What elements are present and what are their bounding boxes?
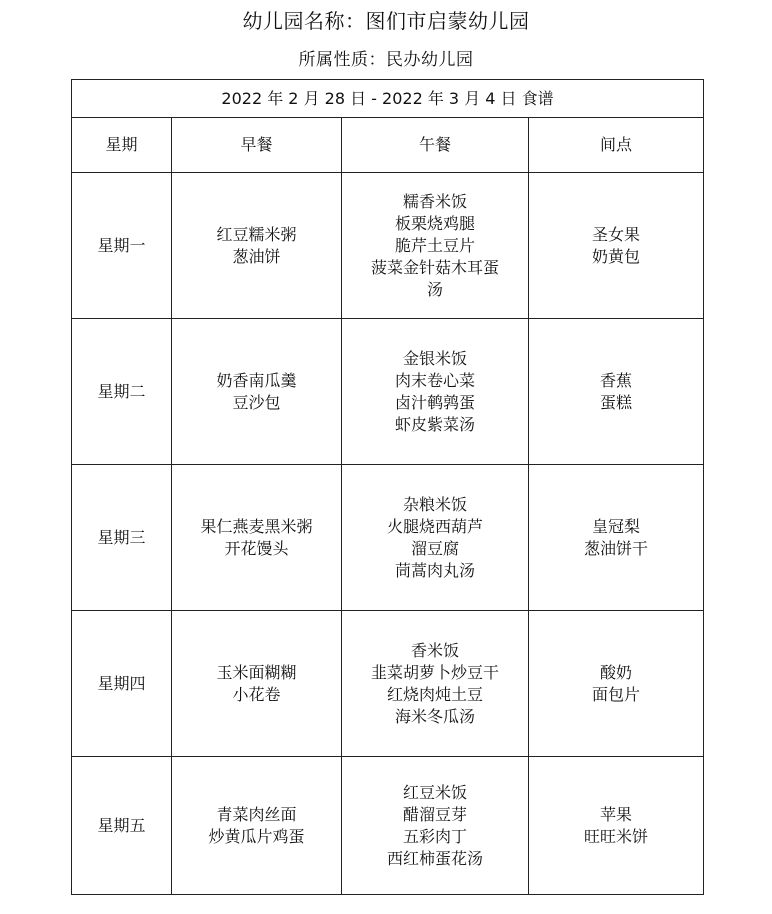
menu-row — [72, 173, 704, 319]
menu-item: 旺旺米饼 — [584, 826, 649, 846]
menu-item-list — [346, 640, 524, 728]
menu-item: 海米冬瓜汤 — [394, 706, 475, 726]
menu-item: 红豆糯米粥 — [216, 224, 297, 244]
menu-item: 奶香南瓜羹 — [216, 370, 297, 390]
date-range: 2022 年 2 月 28 日 - 2022 年 3 月 4 日 食谱 — [72, 80, 704, 118]
menu-item: 脆芹土豆片 — [394, 235, 475, 255]
menu-item: 青菜肉丝面 — [216, 804, 297, 824]
menu-item-list — [533, 224, 699, 268]
menu-item: 糯香米饭 — [402, 191, 467, 211]
lunch-cell — [342, 757, 529, 895]
lunch-cell — [342, 465, 529, 611]
menu-item: 金银米饭 — [402, 348, 467, 368]
menu-item-list — [176, 224, 337, 268]
menu-item: 蛋糕 — [600, 392, 633, 412]
page-subtitle: 所属性质：民办幼儿园 — [298, 50, 474, 70]
snack-cell — [529, 465, 704, 611]
menu-item: 五彩肉丁 — [402, 826, 467, 846]
day-cell: 星期五 — [72, 757, 172, 895]
header-row — [72, 118, 704, 173]
menu-item-list — [533, 370, 699, 414]
breakfast-cell — [172, 757, 342, 895]
menu-item: 香蕉 — [600, 370, 633, 390]
menu-item-list — [346, 191, 524, 301]
menu-item-list — [533, 516, 699, 560]
lunch-cell — [342, 173, 529, 319]
menu-item: 韭菜胡萝卜炒豆干 — [370, 662, 499, 682]
menu-item-list — [176, 370, 337, 414]
menu-item-list — [346, 494, 524, 582]
menu-item: 小花卷 — [232, 684, 281, 704]
menu-item-list — [346, 782, 524, 870]
day-cell: 星期一 — [72, 173, 172, 319]
menu-item-list — [176, 516, 337, 560]
menu-item: 茼蒿肉丸汤 — [394, 560, 475, 580]
menu-item-list — [176, 804, 337, 848]
menu-item: 苹果 — [600, 804, 633, 824]
day-cell: 星期二 — [72, 319, 172, 465]
menu-item: 溜豆腐 — [410, 538, 459, 558]
menu-item: 醋溜豆芽 — [402, 804, 467, 824]
menu-item: 肉末卷心菜 — [394, 370, 475, 390]
page-title: 幼儿园名称：图们市启蒙幼儿园 — [242, 9, 530, 33]
menu-item: 西红柿蛋花汤 — [386, 848, 483, 868]
menu-item-list — [346, 348, 524, 436]
menu-item-list — [533, 662, 699, 706]
menu-item: 炒黄瓜片鸡蛋 — [208, 826, 305, 846]
day-cell: 星期三 — [72, 465, 172, 611]
column-header-day: 星期 — [72, 118, 172, 173]
menu-item: 虾皮紫菜汤 — [394, 414, 475, 434]
menu-item: 汤 — [426, 279, 443, 299]
menu-item: 香米饭 — [410, 640, 459, 660]
menu-item: 葱油饼 — [232, 246, 281, 266]
menu-table — [71, 79, 704, 895]
menu-row — [72, 611, 704, 757]
menu-item: 圣女果 — [592, 224, 641, 244]
menu-row — [72, 465, 704, 611]
day-cell: 星期四 — [72, 611, 172, 757]
menu-item: 杂粮米饭 — [402, 494, 467, 514]
breakfast-cell — [172, 319, 342, 465]
menu-item: 菠菜金针菇木耳蛋 — [370, 257, 499, 277]
menu-item: 奶黄包 — [592, 246, 641, 266]
menu-item: 豆沙包 — [232, 392, 281, 412]
menu-item: 玉米面糊糊 — [216, 662, 297, 682]
column-header-lunch: 午餐 — [342, 118, 529, 173]
menu-item: 开花馒头 — [224, 538, 289, 558]
menu-item-list — [176, 662, 337, 706]
date-range-row — [72, 80, 704, 118]
breakfast-cell — [172, 465, 342, 611]
lunch-cell — [342, 319, 529, 465]
column-header-breakfast: 早餐 — [172, 118, 342, 173]
snack-cell — [529, 319, 704, 465]
menu-item: 酸奶 — [600, 662, 633, 682]
menu-item: 葱油饼干 — [584, 538, 649, 558]
column-header-snack: 间点 — [529, 118, 704, 173]
menu-row — [72, 319, 704, 465]
snack-cell — [529, 757, 704, 895]
menu-item: 卤汁鹌鹑蛋 — [394, 392, 475, 412]
lunch-cell — [342, 611, 529, 757]
menu-item: 板栗烧鸡腿 — [394, 213, 475, 233]
snack-cell — [529, 173, 704, 319]
menu-item: 红豆米饭 — [402, 782, 467, 802]
menu-item: 皇冠梨 — [592, 516, 641, 536]
menu-item: 火腿烧西葫芦 — [386, 516, 483, 536]
menu-item: 红烧肉炖土豆 — [386, 684, 483, 704]
breakfast-cell — [172, 611, 342, 757]
snack-cell — [529, 611, 704, 757]
menu-row — [72, 757, 704, 895]
menu-item: 面包片 — [592, 684, 641, 704]
menu-item: 果仁燕麦黑米粥 — [200, 516, 313, 536]
breakfast-cell — [172, 173, 342, 319]
menu-item-list — [533, 804, 699, 848]
